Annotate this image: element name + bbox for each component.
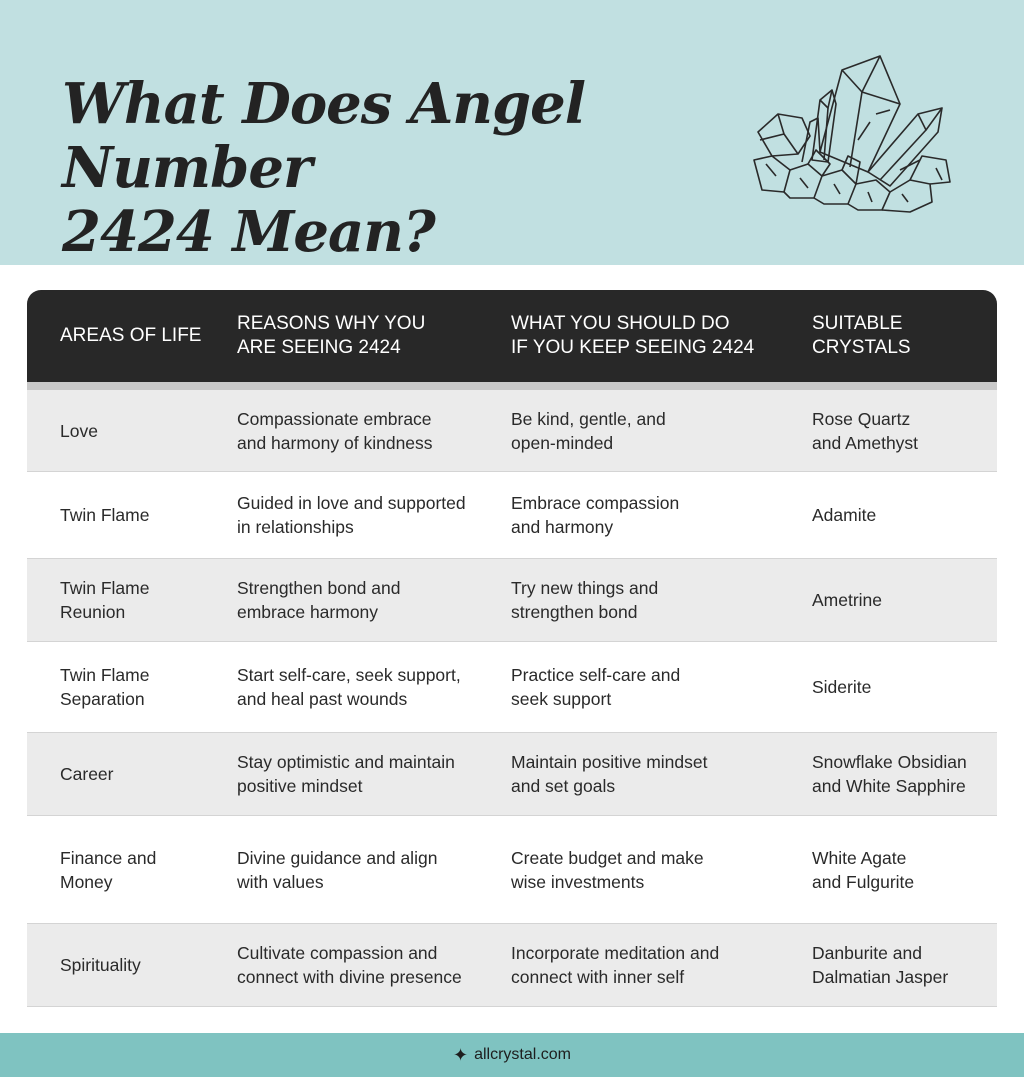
page-title: What Does Angel Number 2424 Mean? (62, 71, 586, 265)
cell-crystals: Snowflake Obsidian and White Sapphire (812, 752, 967, 796)
table-body (27, 390, 997, 1007)
table-row (27, 924, 997, 1007)
column-header-reasons: REASONS WHY YOU ARE SEEING 2424 (237, 313, 426, 358)
cell-action: Practice self-care and seek support (511, 665, 681, 709)
column-header-crystals: SUITABLE CRYSTALS (812, 313, 911, 358)
cell-reason: Divine guidance and align with values (237, 847, 438, 892)
cell-crystals: Ametrine (812, 590, 883, 610)
cell-reason: Stay optimistic and maintain positive mindset (237, 752, 455, 796)
table-row (27, 559, 997, 642)
cell-action: Embrace compassion and harmony (511, 493, 680, 537)
cell-area: Twin Flame (60, 505, 150, 525)
cell-area: Career (60, 764, 114, 784)
site-link[interactable]: allcrystal.com (474, 1046, 571, 1063)
cell-area: Finance and Money (60, 847, 157, 892)
cell-crystals: Siderite (812, 677, 872, 697)
cell-reason: Strengthen bond and embrace harmony (237, 578, 401, 622)
table-row (27, 390, 997, 472)
table-row (27, 472, 997, 559)
table-row (27, 816, 997, 924)
cell-crystals: Danburite and Dalmatian Jasper (812, 943, 949, 987)
table-row (27, 642, 997, 733)
cell-reason: Compassionate embrace and harmony of kindness (237, 408, 433, 453)
cell-action: Create budget and make wise investments (511, 847, 704, 892)
cell-reason: Guided in love and supported in relationships (237, 493, 466, 537)
cell-area: Spirituality (60, 955, 141, 975)
header-banner (0, 0, 1024, 265)
column-header-actions: WHAT YOU SHOULD DO IF YOU KEEP SEEING 2424 (511, 313, 755, 358)
cell-action: Maintain positive mindset and set goals (511, 752, 708, 796)
cell-area: Twin Flame Reunion (60, 578, 150, 622)
cell-area: Love (60, 420, 98, 441)
cell-area: Twin Flame Separation (60, 665, 150, 709)
sparkle-icon: ✦ (453, 1045, 469, 1065)
column-header-areas: AREAS OF LIFE (60, 325, 202, 346)
cell-reason: Start self-care, seek support, and heal past wounds (237, 665, 461, 709)
cell-action: Be kind, gentle, and open-minded (511, 408, 666, 453)
footer-bar (0, 1033, 1024, 1077)
table-row (27, 733, 997, 816)
meaning-table (27, 290, 997, 1007)
cell-crystals: Adamite (812, 505, 877, 525)
table-header (27, 290, 997, 382)
cell-action: Incorporate meditation and connect with inner self (511, 943, 720, 987)
cell-crystals: White Agate and Fulgurite (812, 847, 915, 892)
crystal-cluster-icon (750, 52, 955, 214)
cell-action: Try new things and strengthen bond (511, 578, 659, 622)
cell-crystals: Rose Quartz and Amethyst (812, 408, 919, 453)
cell-reason: Cultivate compassion and connect with divine presence (237, 943, 462, 987)
